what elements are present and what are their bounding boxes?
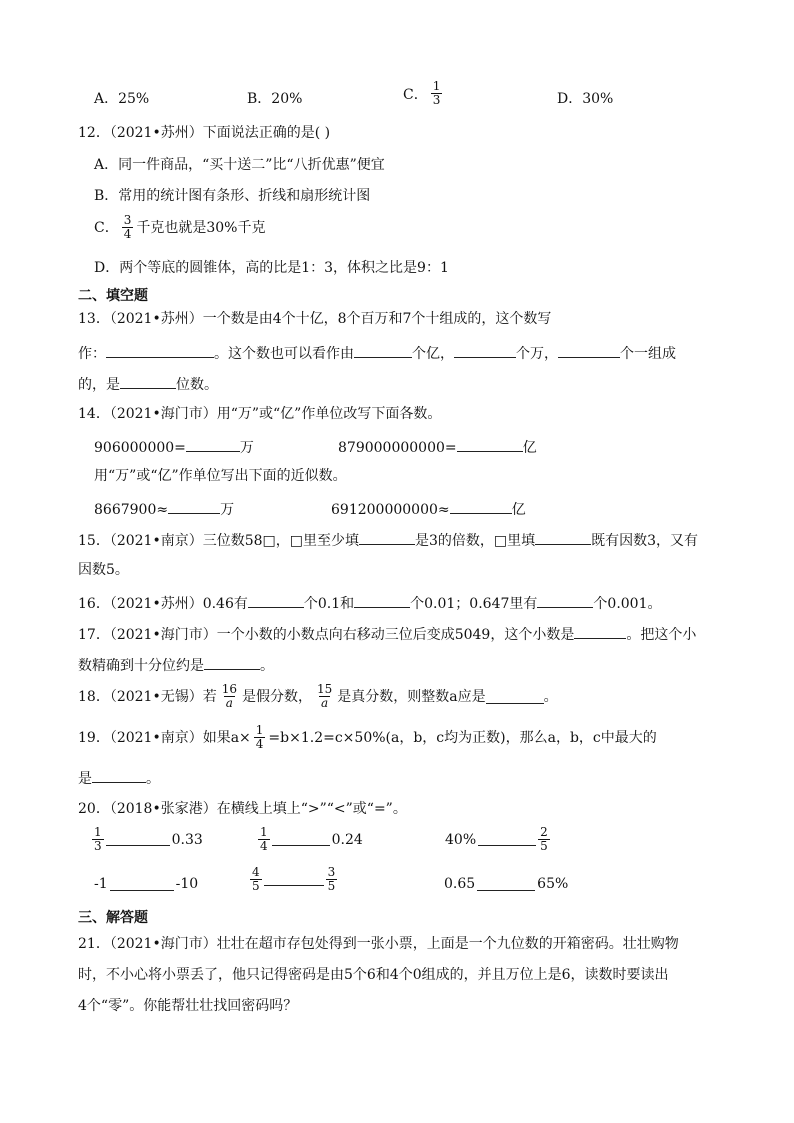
fraction-numerator: 1	[255, 723, 264, 737]
fraction-denominator: 3	[94, 839, 102, 853]
fraction-numerator: 15	[316, 682, 333, 696]
compare-fraction	[92, 826, 104, 853]
q16-text: 个0.01；0.647里有	[410, 596, 538, 612]
fraction-numerator: 1	[260, 825, 268, 839]
fraction-denominator: 5	[327, 879, 336, 893]
answer-blank[interactable]	[272, 833, 330, 846]
q15-text: 既有因数3，又有	[591, 533, 699, 549]
q18-text: 。	[543, 688, 558, 705]
compare-value: 0.65	[444, 876, 476, 892]
compare-fraction	[538, 826, 550, 853]
q20-compare-5	[250, 866, 337, 893]
q18-text: 是真分数，则整数a应是	[337, 688, 486, 705]
answer-blank[interactable]	[354, 343, 412, 358]
q12-option-c-prefix: C．	[94, 219, 119, 236]
section-heading-solve: 三、解答题	[78, 910, 148, 926]
fraction-numerator: 1	[432, 79, 441, 93]
fraction-numerator: 3	[123, 213, 132, 227]
q12-option-d: D．两个等底的圆锥体，高的比是1：3，体积之比是9：1	[94, 260, 449, 276]
q13-text: 位数。	[176, 377, 218, 393]
answer-blank[interactable]	[110, 878, 174, 891]
answer-blank[interactable]	[168, 499, 220, 514]
q14-unit: 万	[220, 502, 235, 518]
q14-subprompt: 用“万”或“亿”作单位写出下面的近似数。	[94, 468, 347, 484]
answer-blank[interactable]	[478, 833, 536, 846]
answer-blank[interactable]	[106, 833, 170, 846]
q19-text: 。	[146, 771, 160, 787]
q14-unit: 万	[239, 440, 254, 456]
q13-text: 个一组成	[620, 346, 676, 362]
q16-line	[78, 593, 662, 613]
q20-compare-6	[444, 876, 568, 892]
answer-blank[interactable]	[558, 343, 620, 358]
answer-blank[interactable]	[120, 374, 176, 389]
fraction-numerator: 16	[221, 682, 237, 696]
q11-option-c-prefix: C．	[403, 86, 428, 103]
q16-text: 个0.001。	[593, 596, 662, 612]
q14-unit: 亿	[511, 502, 526, 518]
answer-blank[interactable]	[454, 343, 516, 358]
fraction-denominator: 4	[260, 839, 268, 853]
compare-fraction	[250, 866, 262, 893]
q13-text: 个亿，	[412, 346, 454, 362]
q14-number: 906000000=	[94, 440, 186, 456]
q15-text: 是3的倍数，□里填	[414, 533, 536, 549]
answer-blank[interactable]	[535, 530, 591, 545]
fraction-numerator: 1	[94, 825, 102, 839]
q19-text: 19．（2021•南京）如果a×	[78, 729, 251, 746]
answer-blank[interactable]	[450, 499, 512, 514]
q14-row-2a	[94, 499, 234, 519]
answer-blank[interactable]	[574, 624, 626, 639]
answer-blank[interactable]	[186, 437, 240, 452]
fraction-denominator: 4	[123, 227, 132, 241]
fraction-denominator: 4	[255, 737, 264, 751]
q14-number: 691200000000≈	[331, 502, 450, 518]
q19-text: 是	[78, 771, 92, 787]
q14-row-2b	[331, 499, 526, 519]
q21-line-1: 21．（2021•海门市）壮壮在超市存包处得到一张小票，上面是一个九位数的开箱密码。壮壮购物	[78, 936, 679, 952]
q17-text: 。把这个小	[626, 627, 697, 643]
q17-text: 。	[260, 658, 274, 674]
q12-option-c-text: 千克也就是30%千克	[136, 219, 266, 236]
q21-line-3: 4个“零”。你能帮壮壮找回密码吗？	[78, 998, 298, 1014]
compare-fraction	[258, 826, 270, 853]
q13-line-1: 13．（2021•苏州）一个数是由4个十亿，8个百万和7个十组成的，这个数写	[78, 311, 552, 327]
q18-text: 是假分数，	[241, 688, 312, 705]
answer-blank[interactable]	[359, 530, 415, 545]
answer-blank[interactable]	[354, 593, 410, 608]
q12-option-c-fraction	[122, 214, 134, 241]
fraction-denominator: 3	[432, 93, 441, 107]
compare-value: 0.33	[171, 831, 203, 848]
q11-option-a: A．25%	[94, 91, 150, 107]
q15-text: 15．（2021•南京）三位数58□，□里至少填	[78, 533, 359, 549]
q13-line-2	[78, 343, 676, 363]
q15-line-1	[78, 530, 698, 550]
q18-fraction-1	[220, 683, 239, 710]
fraction-numerator: 4	[252, 865, 260, 879]
q18-text: 18．（2021•无锡）若	[78, 688, 217, 705]
q13-text: 。这个数也可以看作由	[214, 346, 354, 362]
q16-text: 16．（2021•苏州）0.46有	[78, 596, 248, 612]
answer-blank[interactable]	[486, 689, 544, 704]
q14-stem: 14．（2021•海门市）用“万”或“亿”作单位改写下面各数。	[78, 406, 442, 422]
fraction-numerator: 2	[540, 825, 548, 839]
q13-text: 的，是	[78, 377, 120, 393]
answer-blank[interactable]	[248, 593, 304, 608]
q12-option-b: B．常用的统计图有条形、折线和扇形统计图	[94, 188, 371, 204]
section-heading-fill-in: 二、填空题	[78, 288, 148, 304]
q19-fraction	[254, 724, 266, 751]
q14-number: 879000000000=	[338, 440, 457, 456]
answer-blank[interactable]	[92, 768, 146, 783]
q20-compare-4	[94, 876, 198, 892]
compare-fraction	[326, 866, 338, 893]
compare-value: -1	[94, 876, 108, 892]
q20-compare-1	[92, 826, 203, 853]
q17-text: 数精确到十分位约是	[78, 658, 204, 674]
q18-fraction-2	[315, 683, 334, 710]
q19-text: =b×1.2=c×50%(a，b，c均为正数)，那么a，b，c中最大的	[268, 729, 657, 746]
q16-text: 个0.1和	[303, 596, 355, 612]
q11-option-c	[403, 80, 445, 107]
fraction-denominator: 5	[252, 879, 260, 893]
q18-line	[78, 683, 558, 710]
q15-line-2: 因数5。	[78, 562, 129, 578]
compare-value: 40%	[445, 831, 477, 848]
q11-option-c-fraction	[431, 80, 443, 107]
fraction-denominator: a	[225, 696, 233, 710]
q14-unit: 亿	[522, 440, 537, 456]
q12-option-c	[94, 214, 265, 241]
q14-row-1b	[338, 437, 537, 457]
q17-line-2	[78, 655, 274, 675]
q14-number: 8667900≈	[94, 502, 169, 518]
q13-line-3	[78, 374, 218, 394]
q17-line-1	[78, 624, 696, 644]
q19-line-2	[78, 768, 160, 788]
compare-value: -10	[175, 876, 199, 892]
q11-option-d: D．30%	[557, 91, 614, 107]
answer-blank[interactable]	[204, 655, 260, 670]
q12-option-a: A．同一件商品，“买十送二”比“八折优惠”便宜	[94, 157, 385, 173]
q20-compare-3	[445, 826, 550, 853]
fraction-numerator: 3	[327, 865, 336, 879]
q20-stem: 20．（2018•张家港）在横线上填上“>”“<”或“=”。	[78, 801, 407, 817]
q13-text: 作：	[78, 346, 106, 362]
q11-option-b: B．20%	[247, 91, 303, 107]
answer-blank[interactable]	[457, 437, 523, 452]
q12-stem: 12．（2021•苏州）下面说法正确的是( )	[78, 125, 331, 141]
q19-line-1	[78, 724, 657, 751]
answer-blank[interactable]	[477, 878, 535, 891]
compare-value: 0.24	[331, 831, 363, 848]
answer-blank[interactable]	[106, 343, 214, 358]
answer-blank[interactable]	[264, 873, 324, 886]
fraction-denominator: 5	[540, 839, 548, 853]
answer-blank[interactable]	[537, 593, 593, 608]
q17-text: 17．（2021•海门市）一个小数的小数点向右移动三位后变成5049，这个小数是	[78, 627, 575, 643]
fraction-denominator: a	[321, 696, 329, 710]
compare-value: 65%	[537, 876, 569, 892]
q20-compare-2	[258, 826, 363, 853]
q21-line-2: 时，不小心将小票丢了，他只记得密码是由5个6和4个0组成的，并且万位上是6，读数时要读出	[78, 967, 669, 983]
q14-row-1a	[94, 437, 254, 457]
q13-text: 个万，	[516, 346, 558, 362]
